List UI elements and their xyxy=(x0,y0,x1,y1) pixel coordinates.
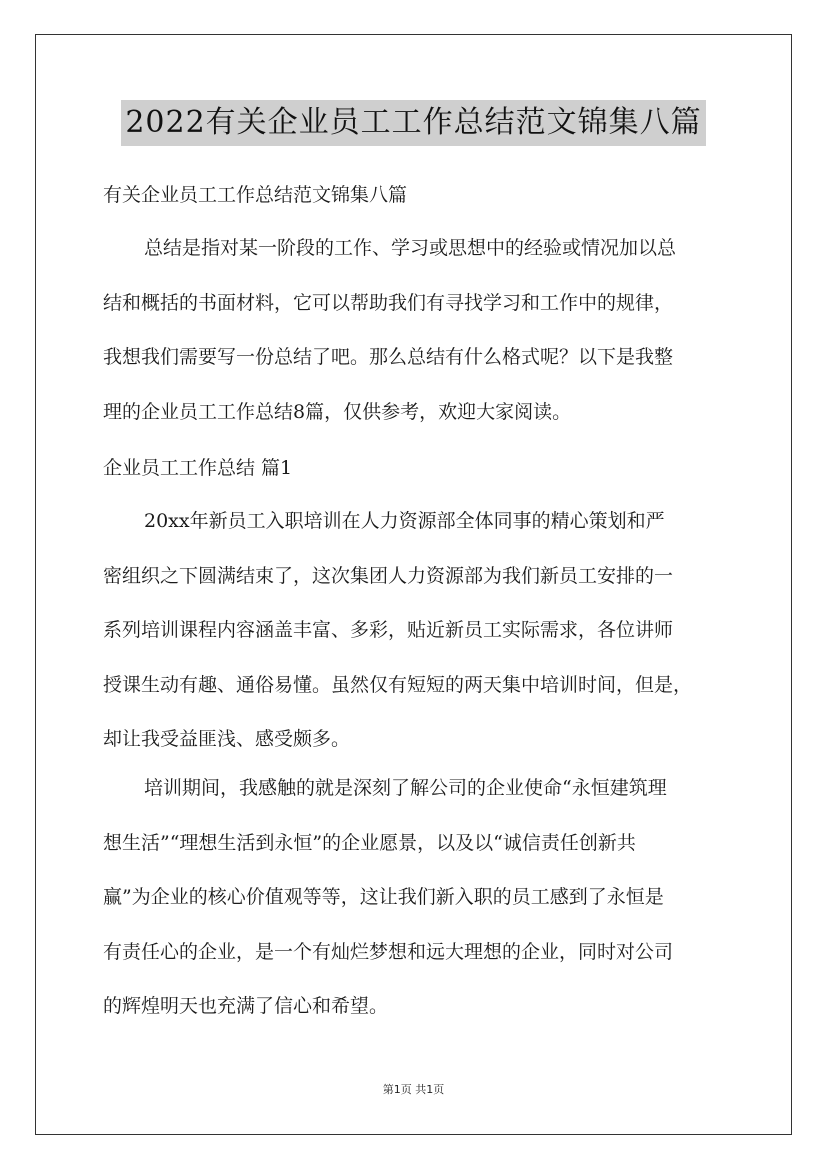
intro-line: 我想我们需要写一份总结了吧。那么总结有什么格式呢？以下是我整 xyxy=(103,346,674,368)
paragraph-line: 赢”为企业的核心价值观等等，这让我们新入职的员工感到了永恒是 xyxy=(103,886,664,908)
intro-paragraph xyxy=(103,221,733,439)
page-footer: 第1页 共1页 xyxy=(382,1083,445,1096)
paragraph-line: 20xx年新员工入职培训在人力资源部全体同事的精心策划和严 xyxy=(144,510,665,532)
paragraph-line: 有责任心的企业，是一个有灿烂梦想和远大理想的企业，同时对公司 xyxy=(103,940,674,963)
paragraph-line: 的辉煌明天也充满了信心和希望。 xyxy=(103,995,389,1017)
paragraph-line: 授课生动有趣、通俗易懂。虽然仅有短短的两天集中培训时间，但是， xyxy=(103,673,693,696)
intro-line: 总结是指对某一阶段的工作、学习或思想中的经验或情况加以总 xyxy=(144,237,677,259)
intro-line: 理的企业员工工作总结8篇，仅供参考，欢迎大家阅读。 xyxy=(103,400,572,423)
paragraph-line: 培训期间，我感触的就是深刻了解公司的企业使命“永恒建筑理 xyxy=(144,777,667,799)
body-paragraph-2 xyxy=(103,761,733,1034)
body-paragraph-1 xyxy=(103,494,733,767)
paragraph-line: 系列培训课程内容涵盖丰富、多彩，贴近新员工实际需求，各位讲师 xyxy=(103,619,674,641)
paragraph-line: 密组织之下圆满结束了，这次集团人力资源部为我们新员工安排的一 xyxy=(103,564,674,587)
paragraph-line: 却让我受益匪浅、感受颇多。 xyxy=(103,728,351,750)
intro-line: 结和概括的书面材料，它可以帮助我们有寻找学习和工作中的规律， xyxy=(103,291,674,314)
paragraph-line: 想生活”“理想生活到永恒”的企业愿景，以及以“诚信责任创新共 xyxy=(103,831,636,854)
document-title: 2022有关企业员工工作总结范文锦集八篇 xyxy=(121,100,705,146)
section-heading: 企业员工工作总结 篇1 xyxy=(103,457,293,479)
title-container xyxy=(0,100,827,146)
document-subtitle: 有关企业员工工作总结范文锦集八篇 xyxy=(103,184,408,206)
